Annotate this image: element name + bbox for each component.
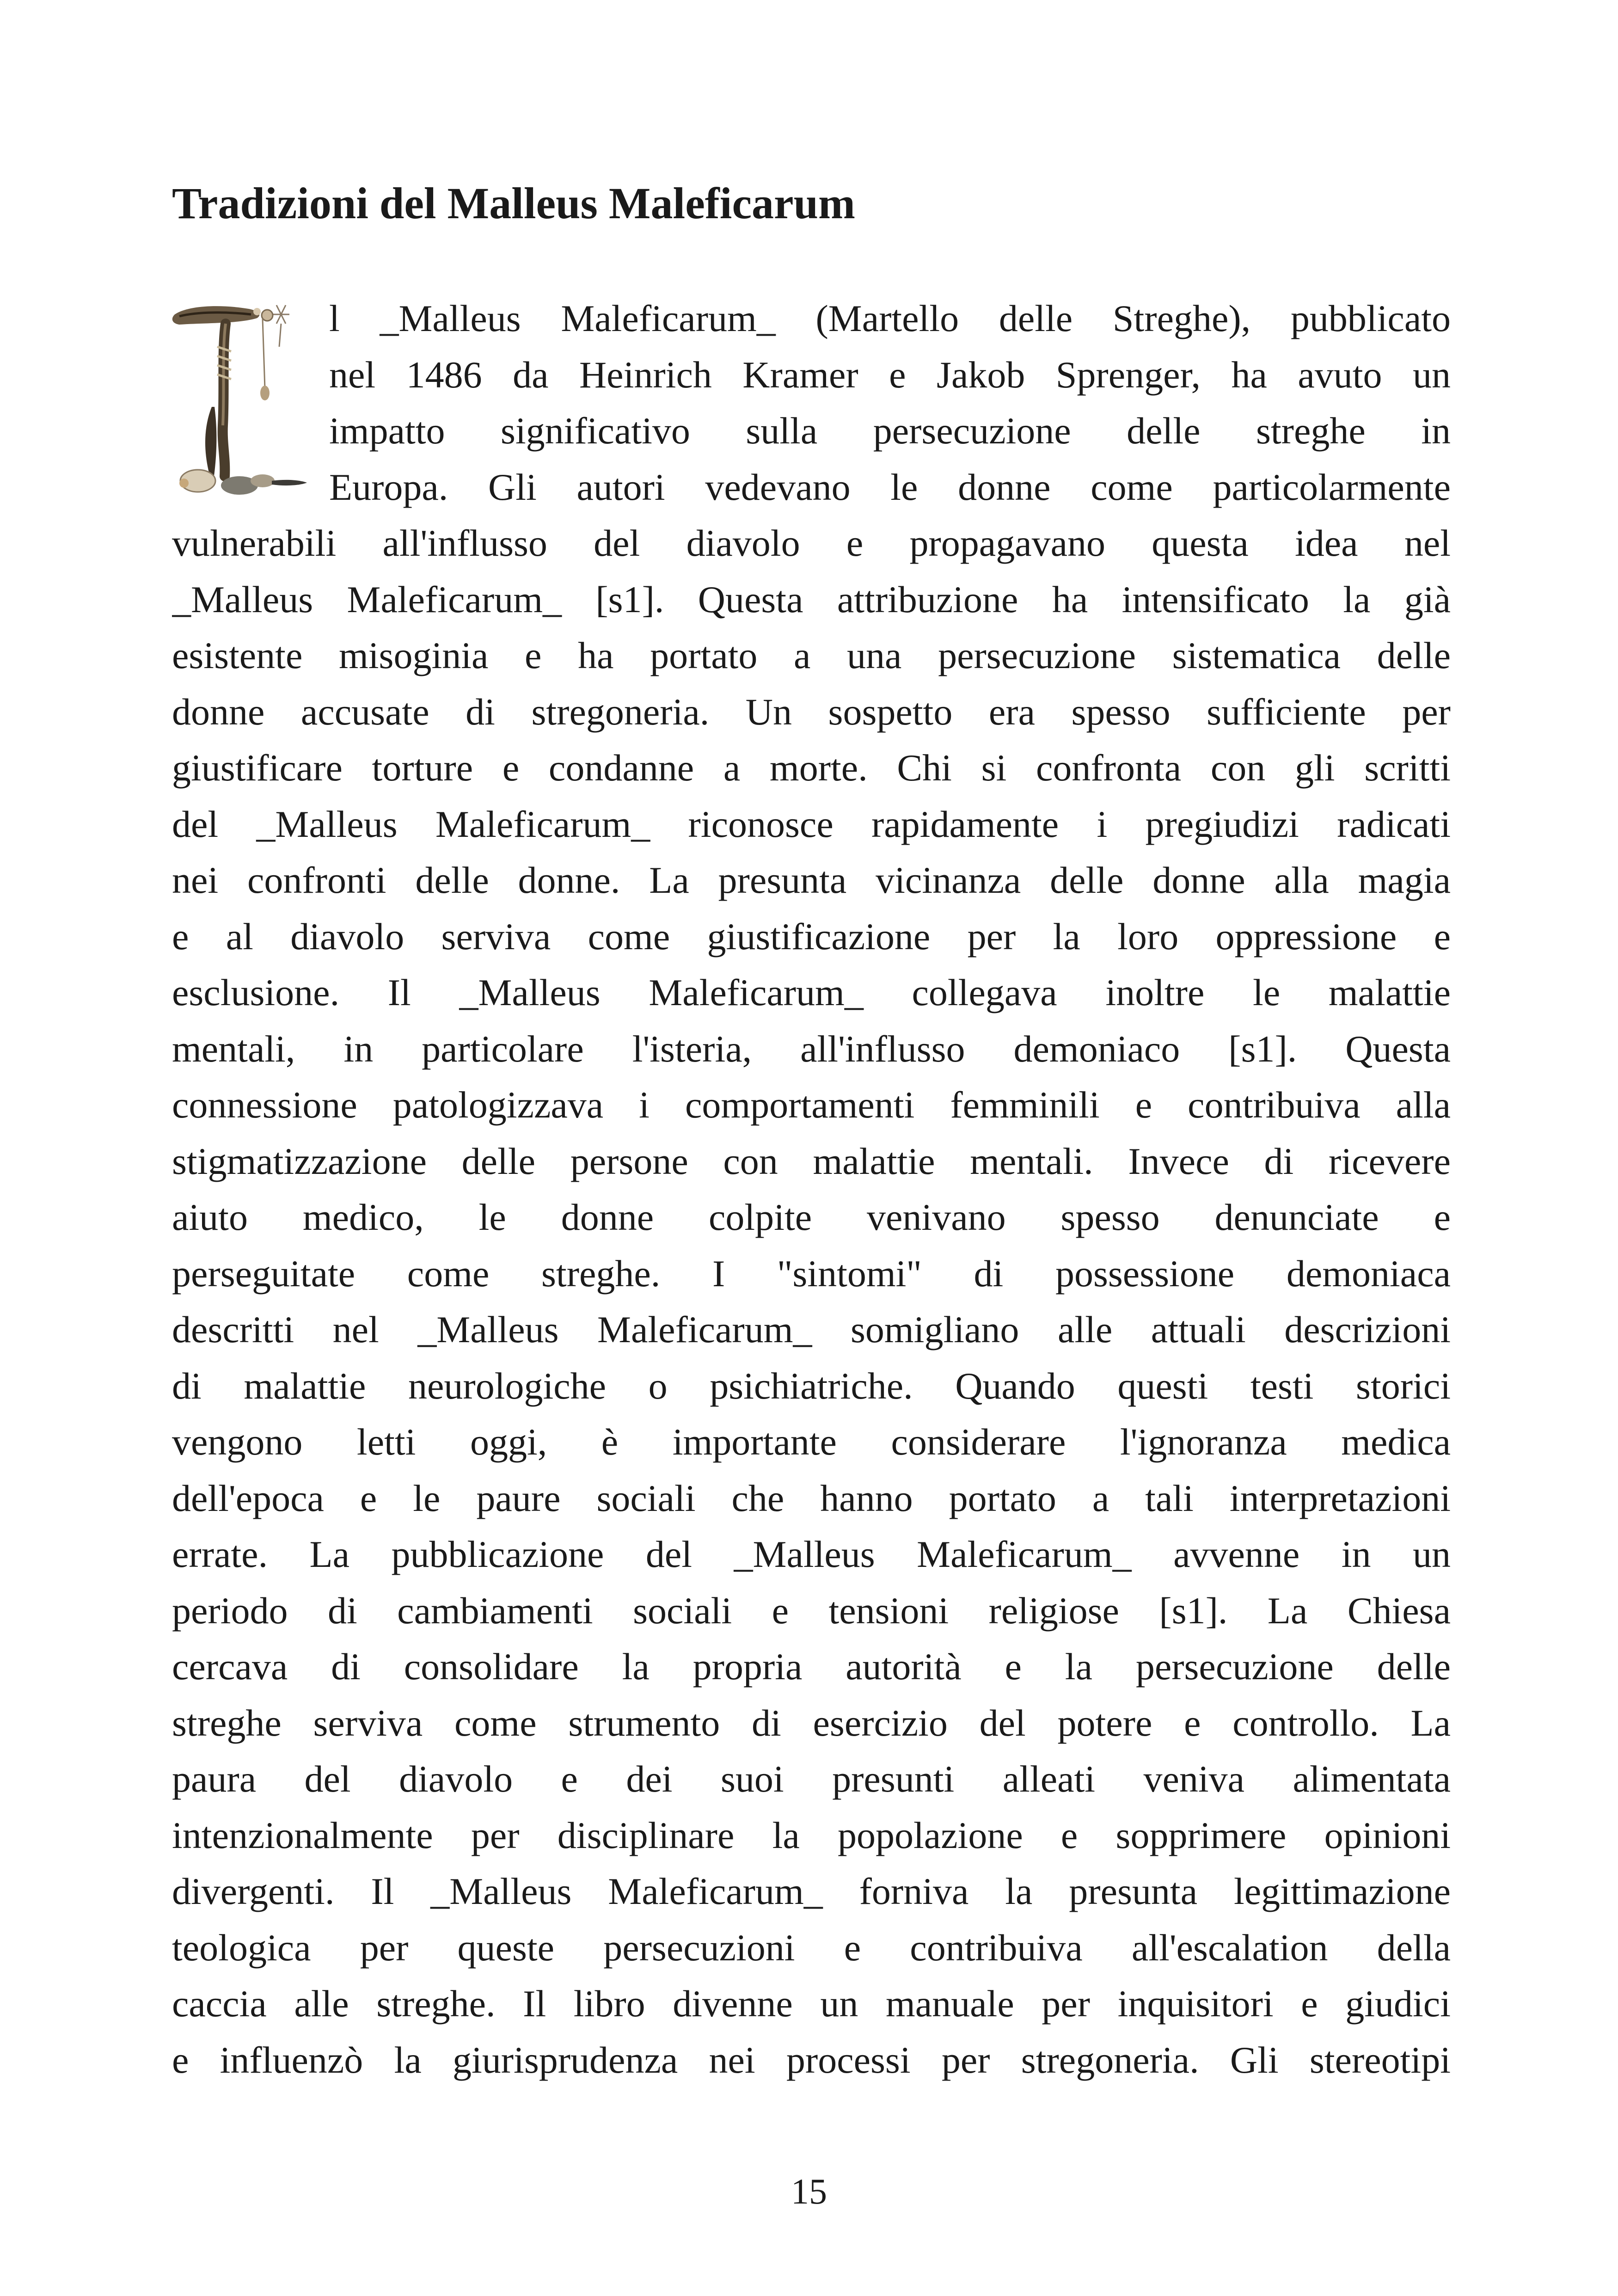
body-line: streghe serviva come strumento di esercizio del potere e controllo. La bbox=[172, 1701, 1451, 1744]
body-line: paura del diavolo e dei suoi presunti alleati veniva alimentata bbox=[172, 1758, 1451, 1800]
body-line: caccia alle streghe. Il libro divenne un manuale per inquisitori e giudici bbox=[172, 1983, 1451, 2025]
body-line: del _Malleus Maleficarum_ riconosce rapidamente i pregiudizi radicati bbox=[172, 803, 1451, 845]
body-line: teologica per queste persecuzioni e contribuiva all'escalation della bbox=[172, 1926, 1451, 1969]
body-line: errate. La pubblicazione del _Malleus Maleficarum_ avvenne in un bbox=[172, 1533, 1451, 1575]
body-line: giustificare torture e condanne a morte. Chi si confronta con gli scritti bbox=[172, 747, 1451, 789]
body-line: divergenti. Il _Malleus Maleficarum_ forniva la presunta legittimazione bbox=[172, 1870, 1451, 1912]
body-line: e influenzò la giurisprudenza nei processi per stregoneria. Gli stereotipi bbox=[172, 2038, 1451, 2081]
body-line: _Malleus Maleficarum_ [s1]. Questa attribuzione ha intensificato la già bbox=[172, 578, 1451, 620]
body-line: donne accusate di stregoneria. Un sospetto era spesso sufficiente per bbox=[172, 690, 1451, 733]
body-line: stigmatizzazione delle persone con malattie mentali. Invece di ricevere bbox=[172, 1140, 1451, 1182]
body-line: cercava di consolidare la propria autorità e la persecuzione delle bbox=[172, 1645, 1451, 1688]
body-line: connessione patologizzava i comportamenti femminili e contribuiva alla bbox=[172, 1084, 1451, 1126]
body-line: perseguitate come streghe. I "sintomi" di possessione demoniaca bbox=[172, 1252, 1451, 1295]
body-line: e al diavolo serviva come giustificazione per la loro oppressione e bbox=[172, 915, 1451, 958]
body-line: nei confronti delle donne. La presunta vicinanza delle donne alla magia bbox=[172, 859, 1451, 901]
body-line: descritti nel _Malleus Maleficarum_ somigliano alle attuali descrizioni bbox=[172, 1308, 1451, 1351]
page-number: 15 bbox=[791, 2171, 827, 2211]
body-line: dell'epoca e le paure sociali che hanno portato a tali interpretazioni bbox=[172, 1477, 1451, 1519]
body-text bbox=[172, 290, 1451, 2088]
body-line: aiuto medico, le donne colpite venivano spesso denunciate e bbox=[172, 1196, 1451, 1238]
body-line: periodo di cambiamenti sociali e tensioni religiose [s1]. La Chiesa bbox=[172, 1589, 1451, 1632]
body-line: vulnerabili all'influsso del diavolo e propagavano questa idea nel bbox=[172, 522, 1451, 564]
body-line: esistente misoginia e ha portato a una persecuzione sistematica delle bbox=[172, 634, 1451, 676]
body-line: l _Malleus Maleficarum_ (Martello delle Streghe), pubblicato bbox=[329, 297, 1451, 339]
body-line: esclusione. Il _Malleus Maleficarum_ collegava inoltre le malattie bbox=[172, 971, 1451, 1013]
body-line: di malattie neurologiche o psichiatriche. Quando questi testi storici bbox=[172, 1364, 1451, 1407]
body-line: mentali, in particolare l'isteria, all'influsso demoniaco [s1]. Questa bbox=[172, 1027, 1451, 1070]
body-line: Europa. Gli autori vedevano le donne come particolarmente bbox=[329, 466, 1451, 508]
chapter-title: Tradizioni del Malleus Maleficarum bbox=[172, 178, 856, 228]
body-line: vengono letti oggi, è importante considerare l'ignoranza medica bbox=[172, 1421, 1451, 1463]
body-line: nel 1486 da Heinrich Kramer e Jakob Sprenger, ha avuto un bbox=[329, 353, 1451, 396]
body-line: impatto significativo sulla persecuzione delle streghe in bbox=[329, 410, 1451, 452]
body-line: intenzionalmente per disciplinare la popolazione e sopprimere opinioni bbox=[172, 1814, 1451, 1856]
